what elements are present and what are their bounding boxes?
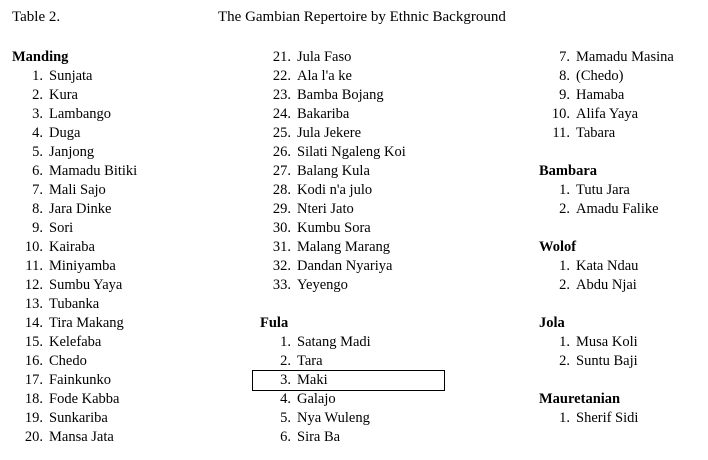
list-item: [12, 143, 212, 162]
list-item-highlighted: [253, 371, 444, 390]
list-item: [260, 333, 460, 352]
list-item: [12, 409, 212, 428]
list-item: [12, 352, 212, 371]
item-name: Fainkunko: [49, 372, 112, 388]
list-item: [260, 352, 460, 371]
item-name: Tira Makang: [49, 315, 124, 331]
table-label: Table 2.: [12, 9, 61, 25]
item-name: Nteri Jato: [297, 201, 354, 217]
item-name: Sherif Sidi: [576, 410, 639, 426]
item-name: Duga: [49, 125, 81, 141]
item-number: 33.: [272, 277, 291, 293]
item-number: 6.: [280, 429, 291, 445]
item-name: Kodi n'a julo: [297, 182, 373, 198]
item-number: 12.: [24, 277, 43, 293]
item-name: Chedo: [49, 353, 87, 369]
item-number: 5.: [32, 144, 43, 160]
item-name: Tara: [297, 353, 323, 369]
item-name: Janjong: [49, 144, 95, 160]
list-item: [12, 105, 212, 124]
list-item: [260, 67, 460, 86]
item-number: 1.: [559, 258, 570, 274]
item-name: Sira Ba: [297, 429, 341, 445]
item-name: (Chedo): [576, 68, 624, 84]
item-number: 27.: [272, 163, 291, 179]
item-number: 2.: [559, 201, 570, 217]
item-number: 2.: [559, 277, 570, 293]
item-name: Alifa Yaya: [576, 106, 639, 122]
item-number: 7.: [559, 49, 570, 65]
item-name: Mamadu Bitiki: [49, 163, 138, 179]
list-item: [12, 124, 212, 143]
ethnic-group-heading: Wolof: [539, 239, 577, 255]
item-name: Sumbu Yaya: [49, 277, 123, 293]
item-name: Tabara: [576, 125, 616, 141]
item-number: 23.: [272, 87, 291, 103]
item-number: 8.: [32, 201, 43, 217]
item-name: Jara Dinke: [49, 201, 112, 217]
list-item: [539, 105, 707, 124]
list-item: [260, 219, 460, 238]
item-number: 11.: [552, 125, 570, 141]
list-item: [12, 67, 212, 86]
item-name: Dandan Nyariya: [297, 258, 393, 274]
item-number: 32.: [272, 258, 291, 274]
item-number: 2.: [280, 353, 291, 369]
list-item: [539, 86, 707, 105]
item-number: 11.: [25, 258, 43, 274]
item-name: Sori: [49, 220, 74, 236]
item-name: Kairaba: [49, 239, 95, 255]
column-3: [539, 48, 707, 428]
item-name: Silati Ngaleng Koi: [297, 144, 406, 160]
table-title: The Gambian Repertoire by Ethnic Background: [218, 9, 506, 25]
list-item: [12, 371, 212, 390]
list-item: [539, 257, 707, 276]
item-name: Jula Faso: [297, 49, 352, 65]
list-item: [260, 162, 460, 181]
item-name: Musa Koli: [576, 334, 638, 350]
ethnic-group-heading: Jola: [539, 315, 565, 331]
ethnic-group-heading: Fula: [260, 315, 289, 331]
item-name: Hamaba: [576, 87, 625, 103]
item-number: 22.: [272, 68, 291, 84]
item-number: 28.: [272, 182, 291, 198]
item-name: Sunjata: [49, 68, 93, 84]
list-item: [12, 181, 212, 200]
list-item: [260, 257, 460, 276]
item-name: Mali Sajo: [49, 182, 106, 198]
ethnic-group-heading: Manding: [12, 49, 69, 65]
item-number: 19.: [24, 410, 43, 426]
item-number: 26.: [272, 144, 291, 160]
item-number: 9.: [32, 220, 43, 236]
item-number: 31.: [272, 239, 291, 255]
item-name: Nya Wuleng: [297, 410, 370, 426]
group-gap: [260, 295, 460, 314]
item-number: 10.: [551, 106, 570, 122]
item-number: 5.: [280, 410, 291, 426]
list-item: [260, 390, 460, 409]
list-item: [260, 428, 460, 447]
item-number: 1.: [559, 334, 570, 350]
item-name: Kelefaba: [49, 334, 102, 350]
item-name: Fode Kabba: [49, 391, 120, 407]
list-item: [12, 162, 212, 181]
item-number: 29.: [272, 201, 291, 217]
list-item: [260, 238, 460, 257]
list-item: [260, 143, 460, 162]
item-name: Kumbu Sora: [297, 220, 371, 236]
list-item: [12, 219, 212, 238]
list-item: [12, 257, 212, 276]
item-number: 4.: [280, 391, 291, 407]
item-number: 17.: [24, 372, 43, 388]
ethnic-group-heading: Bambara: [539, 163, 597, 179]
item-name: Sunkariba: [49, 410, 108, 426]
list-item: [12, 428, 212, 447]
group-gap: [539, 371, 707, 390]
list-item: [260, 200, 460, 219]
item-number: 1.: [559, 182, 570, 198]
ethnic-group-heading: Mauretanian: [539, 391, 621, 407]
item-name: Bamba Bojang: [297, 87, 384, 103]
item-number: 24.: [272, 106, 291, 122]
item-number: 7.: [32, 182, 43, 198]
item-name: Jula Jekere: [297, 125, 362, 141]
list-item: [539, 67, 707, 86]
item-name: Kata Ndau: [576, 258, 639, 274]
list-item: [539, 200, 707, 219]
list-item: [12, 238, 212, 257]
item-number: 1.: [280, 334, 291, 350]
list-item: [260, 181, 460, 200]
list-item: [12, 295, 212, 314]
list-item: [260, 409, 460, 428]
item-number: 25.: [272, 125, 291, 141]
item-name: Galajo: [297, 391, 336, 407]
list-item: [12, 333, 212, 352]
list-item: [12, 314, 212, 333]
item-number: 9.: [559, 87, 570, 103]
list-item: [12, 86, 212, 105]
item-name: Maki: [297, 372, 328, 388]
list-item: [260, 124, 460, 143]
column-2: [260, 48, 460, 447]
item-number: 16.: [24, 353, 43, 369]
item-number: 20.: [24, 429, 43, 445]
item-number: 13.: [24, 296, 43, 312]
item-number: 18.: [24, 391, 43, 407]
list-item: [539, 352, 707, 371]
item-name: Abdu Njai: [576, 277, 637, 293]
list-item: [260, 86, 460, 105]
list-item: [539, 124, 707, 143]
item-name: Ala l'a ke: [297, 68, 352, 84]
list-item: [12, 390, 212, 409]
item-name: Tubanka: [49, 296, 100, 312]
item-name: Amadu Falike: [576, 201, 659, 217]
item-number: 3.: [32, 106, 43, 122]
item-number: 3.: [280, 372, 291, 388]
item-name: Yeyengo: [297, 277, 348, 293]
item-name: Bakariba: [297, 106, 350, 122]
column-1: [12, 48, 212, 447]
group-gap: [539, 295, 707, 314]
list-item: [12, 276, 212, 295]
item-name: Suntu Baji: [576, 353, 638, 369]
item-name: Kura: [49, 87, 78, 103]
list-item: [539, 333, 707, 352]
item-number: 14.: [24, 315, 43, 331]
group-gap: [539, 219, 707, 238]
item-name: Tutu Jara: [576, 182, 630, 198]
item-name: Miniyamba: [49, 258, 116, 274]
item-number: 2.: [559, 353, 570, 369]
list-item: [539, 409, 707, 428]
item-number: 1.: [32, 68, 43, 84]
list-item: [260, 276, 460, 295]
item-number: 15.: [24, 334, 43, 350]
group-gap: [539, 143, 707, 162]
list-item: [260, 105, 460, 124]
item-number: 1.: [559, 410, 570, 426]
item-name: Lambango: [49, 106, 112, 122]
item-number: 8.: [559, 68, 570, 84]
item-number: 10.: [24, 239, 43, 255]
item-number: 30.: [272, 220, 291, 236]
list-item: [12, 200, 212, 219]
item-number: 4.: [32, 125, 43, 141]
item-number: 21.: [272, 49, 291, 65]
list-item: [539, 181, 707, 200]
list-item: [539, 48, 707, 67]
item-name: Balang Kula: [297, 163, 370, 179]
item-number: 6.: [32, 163, 43, 179]
list-item: [260, 48, 460, 67]
item-name: Mamadu Masina: [576, 49, 674, 65]
item-name: Malang Marang: [297, 239, 391, 255]
item-name: Satang Madi: [297, 334, 371, 350]
item-name: Mansa Jata: [49, 429, 114, 445]
list-item: [539, 276, 707, 295]
item-number: 2.: [32, 87, 43, 103]
